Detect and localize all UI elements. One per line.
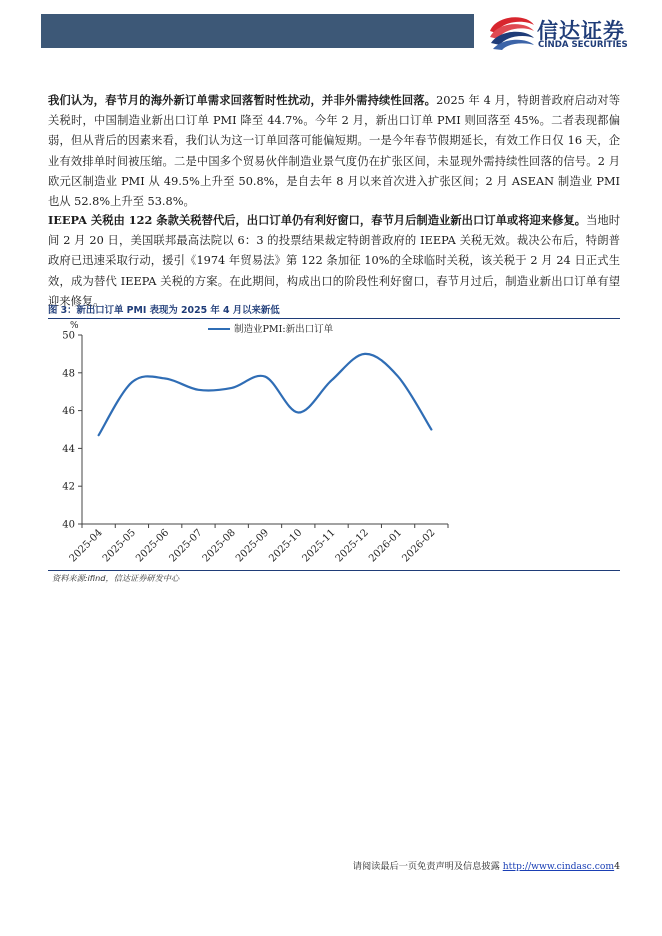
y-tick-label: 50 xyxy=(62,330,75,342)
paragraph-2-body: 当地时间 2 月 20 日，美国联邦最高法院以 6：3 的投票结果裁定特朗普政府的 IEEPA 关税无效。裁决公布后，特朗普政府已迅速采取行动，援引《1974 年贸易法》第 122 条加征 10%的全球临时关税，该关税于 2 月 24 日正式生效，成为替代 IEEPA 关税的方案。在此期间，构成出口的阶段性利好窗口，春节月过后，制造业新出口订单有望迎来修复。 xyxy=(48,214,620,308)
paragraph-2-lead: IEEPA 关税由 122 条款关税替代后，出口订单仍有利好窗口，春节月后制造业新出口订单或将迎来修复。 xyxy=(48,213,587,227)
paragraph-1-lead: 我们认为，春节月的海外新订单需求回落暂时性扰动，并非外需持续性回落。 xyxy=(48,93,437,107)
figure-source: 资料来源:ifind，信达证券研发中心 xyxy=(52,573,180,583)
pmi-line-chart xyxy=(48,318,620,570)
y-tick-label: 42 xyxy=(62,481,75,493)
page-number: 4 xyxy=(614,861,620,872)
x-tick-label: 2025-11 xyxy=(300,527,338,565)
y-tick-label: 44 xyxy=(62,443,75,455)
y-unit-label: % xyxy=(70,321,79,331)
brand-name-en: CINDA SECURITIES xyxy=(538,40,628,50)
footer-disclaimer: 请阅读最后一页免责声明及信息披露 xyxy=(352,861,503,872)
y-tick-label: 48 xyxy=(62,368,75,380)
x-tick-label: 2025-10 xyxy=(267,527,305,565)
x-tick-label: 2025-09 xyxy=(233,527,272,565)
paragraph-2 xyxy=(48,210,620,312)
cinda-logo-icon xyxy=(486,11,536,51)
x-tick-label: 2025-05 xyxy=(100,527,139,565)
series-line xyxy=(99,354,432,435)
y-tick-label: 40 xyxy=(62,519,75,531)
x-tick-label: 2025-06 xyxy=(134,527,172,565)
x-tick-label: 2025-12 xyxy=(333,527,371,565)
figure-title: 图 3：新出口订单 PMI 表现为 2025 年 4 月以来新低 xyxy=(48,305,280,316)
x-tick-label: 2025-08 xyxy=(200,527,238,565)
figure-rule-bottom xyxy=(48,570,620,571)
y-tick-label: 46 xyxy=(62,406,75,418)
brand-logo xyxy=(486,11,636,51)
paragraph-1 xyxy=(48,90,620,212)
legend-label: 制造业PMI:新出口订单 xyxy=(234,324,334,335)
header-bar xyxy=(41,14,474,48)
x-tick-label: 2025-04 xyxy=(67,527,105,565)
x-tick-label: 2025-07 xyxy=(167,527,205,565)
x-tick-label: 2026-02 xyxy=(400,527,438,565)
paragraph-1-body: 2025 年 4 月，特朗普政府启动对等关税时，中国制造业新出口订单 PMI 降至 44.7%。今年 2 月，新出口订单 PMI 则回落至 45%。二者表现都偏弱，但从背后的因素来看，我们认为这一订单回落可能偏短期。一是今年春节假期延长，有效工作日仅 16 天，企业有效排单时间被压缩。二是中国多个贸易伙伴制造业景气度仍在扩张区间，未显现外需持续性回落的信号。2 月欧元区制造业 PMI 从 49.5%上升至 50.8%，是自去年 8 月以来首次进入扩张区间；2 月 ASEAN 制造业 PMI 也从 52.8%上升至 53.8%。 xyxy=(48,94,620,209)
footer-link[interactable]: http://www.cindasc.com xyxy=(502,861,615,872)
x-tick-label: 2026-01 xyxy=(367,527,405,565)
page-footer xyxy=(353,858,620,872)
brand-name-cn: 信达证券 xyxy=(537,19,625,43)
